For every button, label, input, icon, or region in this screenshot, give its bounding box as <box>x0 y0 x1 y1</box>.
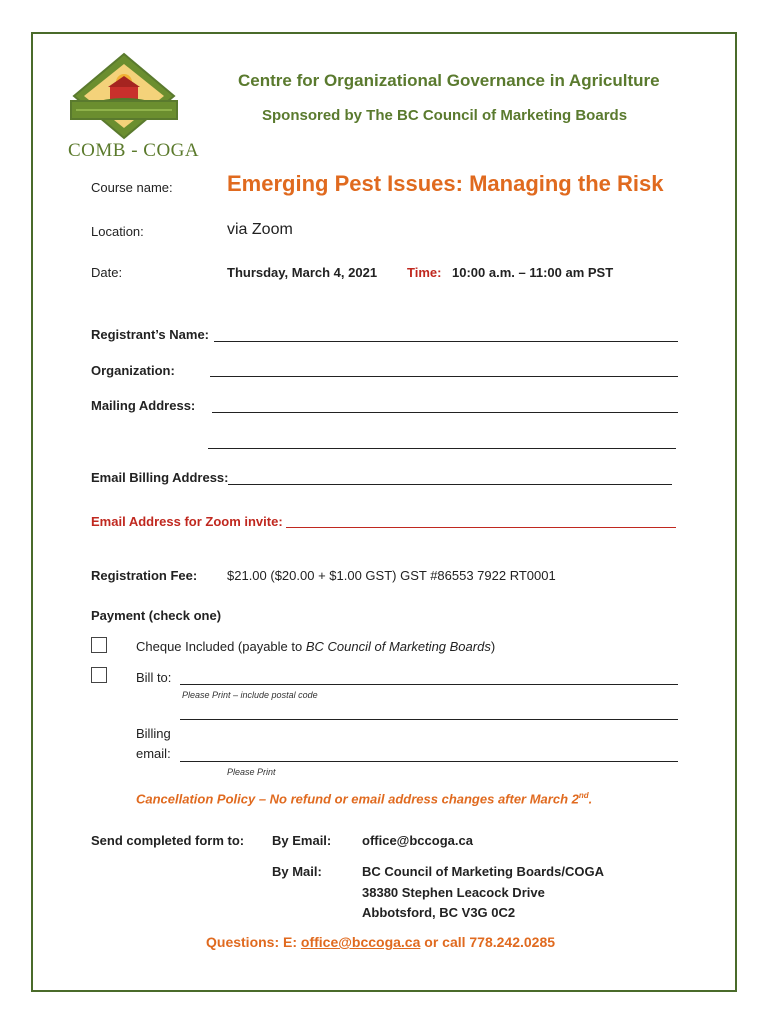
bill-to-label: Bill to: <box>136 670 172 685</box>
organization-field[interactable] <box>210 376 678 377</box>
email-billing-field[interactable] <box>228 484 672 485</box>
date-label: Date: <box>91 265 123 280</box>
organization-label: Organization: <box>91 363 175 378</box>
cheque-option-label: Cheque Included (payable to BC Council of Marketing Boards) <box>136 639 496 654</box>
questions-email-link[interactable]: office@bccoga.ca <box>300 934 421 950</box>
billing-email-label-1: Billing <box>136 726 171 741</box>
zoom-email-field[interactable] <box>286 527 676 528</box>
by-email-value[interactable]: office@bccoga.ca <box>362 833 473 848</box>
time-value: 10:00 a.m. – 11:00 am PST <box>452 265 614 280</box>
bill-to-hint: Please Print – include postal code <box>182 690 318 700</box>
registrant-name-label: Registrant’s Name: <box>91 327 209 342</box>
payment-title: Payment (check one) <box>91 608 222 623</box>
header-title: Centre for Organizational Governance in Agriculture <box>238 71 660 90</box>
location-label: Location: <box>91 224 144 239</box>
header-subtitle: Sponsored by The BC Council of Marketing Boards <box>262 107 628 124</box>
registrant-name-field[interactable] <box>214 341 678 342</box>
registration-fee-value: $21.00 ($20.00 + $1.00 GST) GST #86553 7922 RT0001 <box>227 568 556 583</box>
billing-email-label-2: email: <box>136 746 171 761</box>
bill-to-field-line2[interactable] <box>180 719 678 720</box>
questions-line: Questions: E: office@bccoga.ca or call 778.242.0285 <box>206 934 556 950</box>
mailing-address-field[interactable] <box>212 412 678 413</box>
mail-address-line1: BC Council of Marketing Boards/COGA <box>362 864 604 879</box>
course-name-value: Emerging Pest Issues: Managing the Risk <box>227 171 664 196</box>
logo-text: COMB - COGA <box>68 140 200 161</box>
by-email-label: By Email: <box>272 833 332 848</box>
billing-email-field[interactable] <box>180 761 678 762</box>
time-label: Time: <box>407 265 442 280</box>
course-name-label: Course name: <box>91 180 173 195</box>
email-billing-label: Email Billing Address: <box>91 470 229 485</box>
mail-address-line2: 38380 Stephen Leacock Drive <box>362 885 545 900</box>
bill-to-field[interactable] <box>180 684 678 685</box>
send-form-label: Send completed form to: <box>91 833 245 848</box>
mailing-address-field-line2[interactable] <box>208 448 676 449</box>
zoom-email-label: Email Address for Zoom invite: <box>91 514 283 529</box>
cheque-checkbox[interactable] <box>91 637 107 653</box>
billing-email-hint: Please Print <box>227 767 276 777</box>
mailing-address-label: Mailing Address: <box>91 398 196 413</box>
by-mail-label: By Mail: <box>272 864 322 879</box>
location-value: via Zoom <box>227 221 293 238</box>
bill-to-checkbox[interactable] <box>91 667 107 683</box>
date-value: Thursday, March 4, 2021 <box>227 265 378 280</box>
mail-address-line3: Abbotsford, BC V3G 0C2 <box>362 905 516 920</box>
cancellation-policy: Cancellation Policy – No refund or email address changes after March 2nd. <box>136 791 593 807</box>
registration-fee-label: Registration Fee: <box>91 568 198 583</box>
